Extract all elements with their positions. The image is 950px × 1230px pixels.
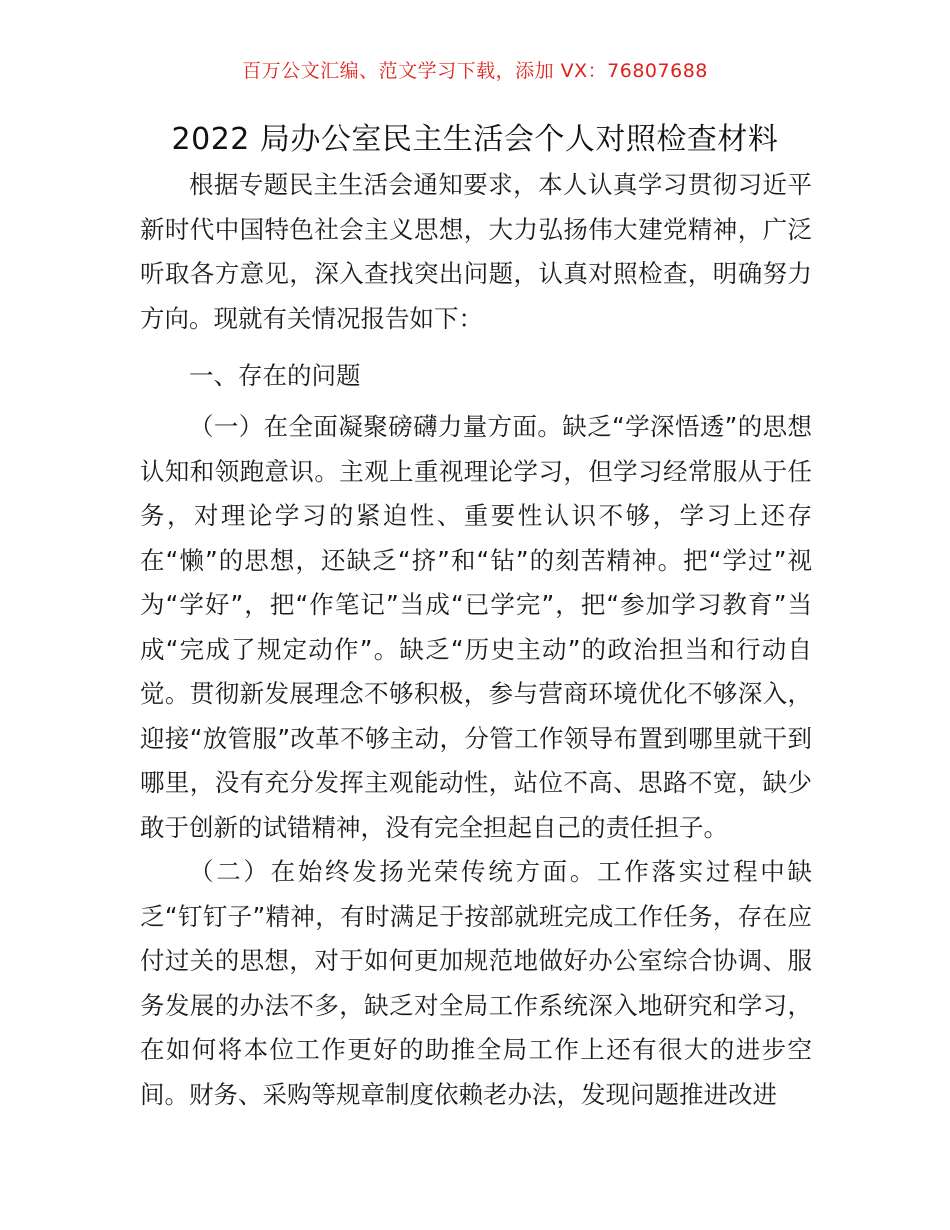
intro-paragraph: 根据专题民主生活会通知要求，本人认真学习贯彻习近平新时代中国特色社会主义思想，大力弘扬伟大建党精神，广泛听取各方意见，深入查找突出问题，认真对照检查，明确努力方向。现就有关情况报告如下： [140,170,812,333]
document-title: 2022 局办公室民主生活会个人对照检查材料 [171,122,779,157]
header-watermark-note: 百万公文汇编、范文学习下载，添加 VX：76807688 [242,60,708,82]
section-heading-problems: 一、存在的问题 [189,361,361,390]
section-item-2-paragraph: （二）在始终发扬光荣传统方面。工作落实过程中缺乏“钉钉子”精神，有时满足于按部就班完成工作任务，存在应付过关的思想，对于如何更加规范地做好办公室综合协调、服务发展的办法不多，缺乏对全局工作系统深入地研究和学习，在如何将本位工作更好的助推全局工作上还有很大的进步空间。财务、采购等规章制度依赖老办法，发现问题推进改进 [140,857,812,1109]
section-item-1-paragraph: （一）在全面凝聚磅礴力量方面。缺乏“学深悟透”的思想认知和领跑意识。主观上重视理论学习，但学习经常服从于任务，对理论学习的紧迫性、重要性认识不够，学习上还存在“懒”的思想，还缺乏“挤”和“钻”的刻苦精神。把“学过”视为“学好”，把“作笔记”当成“已学完”，把“参加学习教育”当成“完成了规定动作”。缺乏“历史主动”的政治担当和行动自觉。贯彻新发展理念不够积极，参与营商环境优化不够深入，迎接“放管服”改革不够主动，分管工作领导布置到哪里就干到哪里，没有充分发挥主观能动性，站位不高、思路不宽，缺少敢于创新的试错精神，没有完全担起自己的责任担子。 [140,412,812,842]
